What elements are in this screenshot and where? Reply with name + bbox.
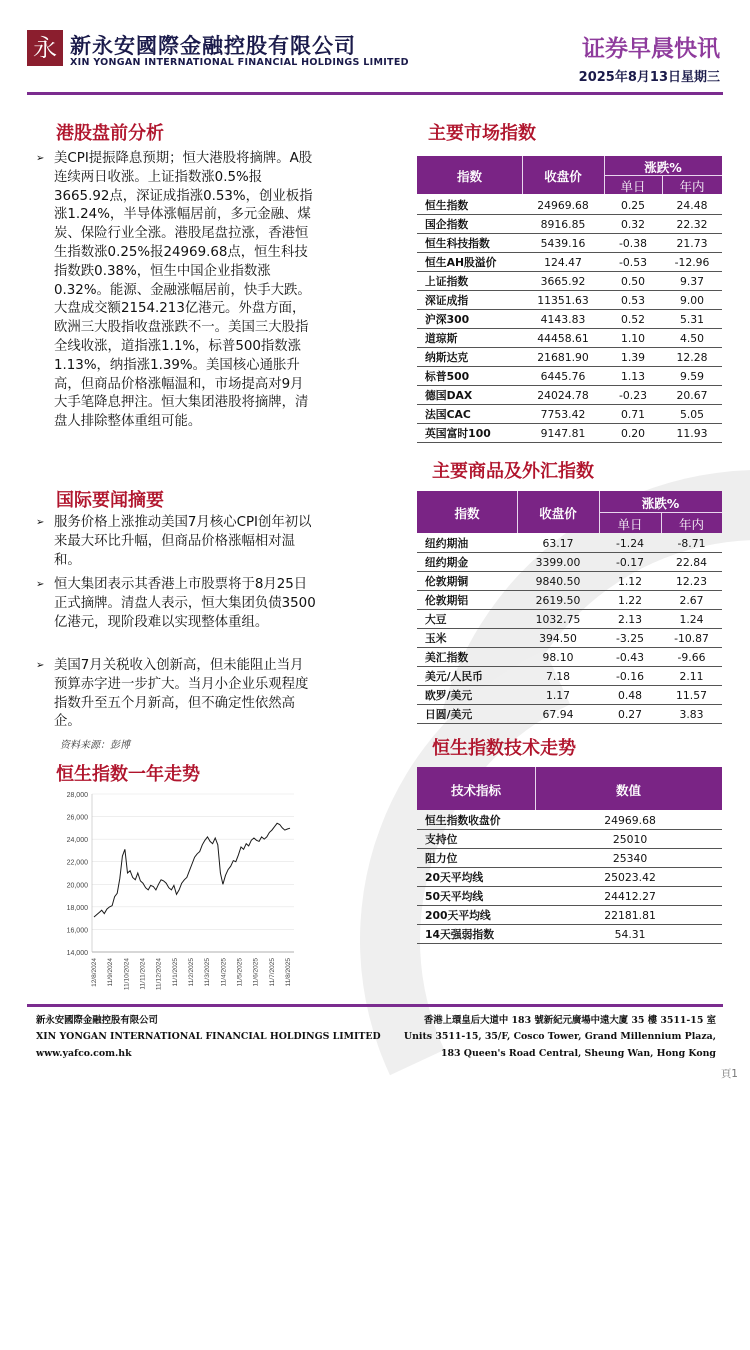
bullet-arrow-icon: ➢ (36, 660, 45, 671)
row-label: 阻力位 (417, 849, 538, 868)
row-value: 11351.63 (522, 291, 604, 310)
row-value: 21.73 (662, 234, 722, 253)
row-label: 德国DAX (417, 386, 522, 405)
table-row (417, 887, 722, 906)
row-label: 上证指数 (417, 272, 522, 291)
row-value: 1.39 (604, 348, 662, 367)
row-value: 11.57 (661, 686, 722, 705)
x-tick-label: 11/6/2025 (252, 958, 260, 987)
technical-header (417, 767, 722, 810)
row-value: 5.05 (662, 405, 722, 424)
footer-address-en2: 183 Queen's Road Central, Sheung Wan, Hong Kong (440, 1048, 716, 1059)
table-row (417, 629, 722, 648)
row-value: 1.12 (599, 572, 661, 591)
report-title: 证券早晨快讯 (582, 36, 720, 62)
x-tick-label: 11/12/2024 (155, 958, 163, 991)
row-value: 98.10 (517, 648, 599, 667)
row-value: 3399.00 (517, 553, 599, 572)
row-value: 9.00 (662, 291, 722, 310)
company-logo: 永 (27, 30, 63, 66)
col-header-change: 涨跌% (644, 160, 682, 175)
y-tick-label: 16,000 (66, 927, 88, 935)
row-value: 1.22 (599, 591, 661, 610)
table-row (417, 196, 722, 215)
row-value: -1.24 (599, 534, 661, 553)
row-value: 9.37 (662, 272, 722, 291)
hk-premarket-paragraph (36, 150, 316, 432)
table-row (417, 291, 722, 310)
row-value: 1.13 (604, 367, 662, 386)
y-tick-label: 28,000 (66, 792, 88, 799)
row-label: 伦敦期铜 (417, 572, 517, 591)
major-indices-title: 主要市场指数 (428, 123, 536, 144)
news-item: ➢ 服务价格上涨推动美国7月核心CPI创年初以来最大环比升幅，但商品价格涨幅相对温和。 (36, 515, 312, 568)
table-row (417, 572, 722, 591)
row-value: 25010 (538, 830, 722, 849)
row-value: 24412.27 (538, 887, 722, 906)
report-date: 2025年8月13日星期三 (578, 70, 720, 85)
row-value: -0.53 (604, 253, 662, 272)
col-header-day: 单日 (617, 517, 643, 532)
row-value: 0.50 (604, 272, 662, 291)
table-row (417, 906, 722, 925)
row-value: -0.23 (604, 386, 662, 405)
x-tick-label: 11/9/2024 (107, 958, 115, 987)
hsi-one-year-chart (50, 786, 300, 998)
row-label: 法国CAC (417, 405, 522, 424)
table-row (417, 591, 722, 610)
table-row (417, 553, 722, 572)
row-label: 14天强弱指数 (417, 925, 538, 944)
company-name-cn: 新永安國際金融控股有限公司 (70, 34, 356, 58)
row-value: 7753.42 (522, 405, 604, 424)
row-label: 玉米 (417, 629, 517, 648)
row-label: 恒生指数收盘价 (417, 811, 538, 830)
bullet-arrow-icon: ➢ (36, 517, 45, 528)
table-row (417, 253, 722, 272)
col-header-name: 指数 (456, 169, 482, 184)
row-value: -0.17 (599, 553, 661, 572)
row-label: 日圆/美元 (417, 705, 517, 724)
col-header-name: 指数 (454, 506, 480, 521)
table-row (417, 367, 722, 386)
row-label: 深证成指 (417, 291, 522, 310)
footer-address-cn: 香港上環皇后大道中 183 號新紀元廣場中遠大廈 35 樓 3511-15 室 (423, 1015, 716, 1026)
row-label: 沪深300 (417, 310, 522, 329)
row-value: 3665.92 (522, 272, 604, 291)
commodities-header (417, 491, 722, 533)
col-header-close: 收盘价 (544, 169, 582, 184)
row-value: 1.24 (661, 610, 722, 629)
row-value: -0.16 (599, 667, 661, 686)
hsi-series-line (94, 823, 290, 917)
row-value: 0.53 (604, 291, 662, 310)
table-row (417, 386, 722, 405)
row-value: 24.48 (662, 196, 722, 215)
row-value: 24969.68 (522, 196, 604, 215)
col-header-indicator: 技术指标 (450, 783, 501, 798)
row-label: 纽约期油 (417, 534, 517, 553)
table-row (417, 667, 722, 686)
row-value: 5.31 (662, 310, 722, 329)
row-value: 1.10 (604, 329, 662, 348)
row-label: 50天平均线 (417, 887, 538, 906)
x-tick-label: 12/8/2024 (91, 958, 98, 987)
table-row (417, 234, 722, 253)
row-value: 3.83 (661, 705, 722, 724)
row-value: 21681.90 (522, 348, 604, 367)
table-row (417, 686, 722, 705)
row-label: 美汇指数 (417, 648, 517, 667)
table-row (417, 925, 722, 944)
table-row (417, 329, 722, 348)
commodities-title: 主要商品及外汇指数 (432, 461, 594, 482)
row-value: -0.38 (604, 234, 662, 253)
news-item: ➢ 美国7月关税收入创新高，但未能阻止当月预算赤字进一步扩大。当月小企业乐观程度指数升至五个月新高，但不确定性依然高企。 (36, 658, 309, 730)
intl-news-title: 国际要闻摘要 (56, 490, 164, 511)
row-value: -8.71 (661, 534, 722, 553)
row-value: 0.32 (604, 215, 662, 234)
table-row (417, 849, 722, 868)
row-value: 1.17 (517, 686, 599, 705)
header-divider (27, 92, 723, 95)
table-row (417, 648, 722, 667)
row-value: 0.52 (604, 310, 662, 329)
row-label: 标普500 (417, 367, 522, 386)
table-row (417, 405, 722, 424)
row-label: 道琼斯 (417, 329, 522, 348)
y-tick-label: 14,000 (66, 950, 88, 957)
table-row (417, 215, 722, 234)
row-value: 12.23 (661, 572, 722, 591)
row-value: -0.43 (599, 648, 661, 667)
row-value: 0.25 (604, 196, 662, 215)
x-tick-label: 11/5/2025 (236, 958, 244, 987)
row-value: 2.13 (599, 610, 661, 629)
row-label: 大豆 (417, 610, 517, 629)
table-row (417, 310, 722, 329)
company-name-en: XIN YONGAN INTERNATIONAL FINANCIAL HOLDINGS LIMITED (70, 57, 409, 68)
col-header-ytd: 年内 (678, 517, 704, 532)
row-label: 200天平均线 (417, 906, 538, 925)
table-row (417, 424, 722, 443)
row-value: 4.50 (662, 329, 722, 348)
commodities-table (417, 534, 722, 724)
row-value: 0.20 (604, 424, 662, 443)
x-tick-label: 11/10/2024 (123, 958, 131, 991)
row-value: 24024.78 (522, 386, 604, 405)
footer-divider (27, 1004, 723, 1007)
row-value: 2.11 (661, 667, 722, 686)
x-tick-label: 11/7/2025 (268, 958, 276, 987)
table-row (417, 868, 722, 887)
row-value: 25340 (538, 849, 722, 868)
technical-title: 恒生指数技术走势 (432, 738, 576, 759)
row-value: 124.47 (522, 253, 604, 272)
row-label: 纽约期金 (417, 553, 517, 572)
row-value: -12.96 (662, 253, 722, 272)
row-label: 国企指数 (417, 215, 522, 234)
row-label: 支持位 (417, 830, 538, 849)
table-row (417, 705, 722, 724)
news-item: ➢ 恒大集团表示其香港上市股票将于8月25日正式摘牌。清盘人表示，恒大集团负债3500亿港元，现阶段难以实现整体重组。 (36, 577, 316, 630)
x-tick-label: 11/11/2024 (139, 958, 147, 990)
bullet-arrow-icon: ➢ (36, 579, 45, 590)
row-value: 2619.50 (517, 591, 599, 610)
row-value: -3.25 (599, 629, 661, 648)
row-value: -9.66 (661, 648, 722, 667)
footer-company-cn: 新永安國際金融控股有限公司 (36, 1015, 158, 1026)
row-value: 22.84 (661, 553, 722, 572)
row-value: 8916.85 (522, 215, 604, 234)
row-value: 4143.83 (522, 310, 604, 329)
row-value: 20.67 (662, 386, 722, 405)
row-value: 2.67 (661, 591, 722, 610)
x-tick-label: 11/1/2025 (171, 958, 179, 987)
col-header-ytd: 年内 (679, 179, 705, 194)
col-header-value: 数值 (615, 783, 641, 798)
row-value: 5439.16 (522, 234, 604, 253)
row-value: 0.48 (599, 686, 661, 705)
row-label: 英国富时100 (417, 424, 522, 443)
table-row (417, 811, 722, 830)
row-value: 11.93 (662, 424, 722, 443)
chart-title: 恒生指数一年走势 (56, 764, 200, 785)
x-tick-label: 11/4/2025 (220, 958, 228, 987)
row-value: 67.94 (517, 705, 599, 724)
page-number: 頁1 (720, 1068, 738, 1080)
x-tick-label: 11/2/2025 (188, 958, 195, 987)
col-header-change: 涨跌% (641, 496, 680, 511)
row-value: 12.28 (662, 348, 722, 367)
row-value: 7.18 (517, 667, 599, 686)
x-tick-label: 11/3/2025 (204, 958, 212, 987)
col-header-close: 收盘价 (539, 506, 577, 521)
footer-website-link[interactable]: www.yafco.com.hk (36, 1048, 132, 1059)
row-value: 0.71 (604, 405, 662, 424)
row-label: 恒生指数 (417, 196, 522, 215)
bullet-arrow-icon: ➢ (36, 153, 45, 164)
row-value: 6445.76 (522, 367, 604, 386)
row-label: 恒生科技指数 (417, 234, 522, 253)
table-row (417, 272, 722, 291)
y-tick-label: 20,000 (66, 882, 88, 890)
row-value: 9.59 (662, 367, 722, 386)
row-label: 纳斯达克 (417, 348, 522, 367)
row-value: 0.27 (599, 705, 661, 724)
row-value: -10.87 (661, 629, 722, 648)
footer-address-en1: Units 3511-15, 35/F, Cosco Tower, Grand Millennium Plaza, (403, 1031, 716, 1042)
row-value: 1032.75 (517, 610, 599, 629)
y-tick-label: 18,000 (66, 904, 88, 912)
major-indices-table (417, 196, 722, 443)
source-note: 资料来源：彭博 (60, 740, 130, 751)
hk-premarket-title: 港股盘前分析 (56, 123, 164, 144)
y-tick-label: 22,000 (66, 859, 88, 867)
row-value: 9840.50 (517, 572, 599, 591)
row-value: 24969.68 (538, 811, 722, 830)
table-row (417, 830, 722, 849)
row-value: 25023.42 (538, 868, 722, 887)
y-tick-label: 26,000 (66, 814, 88, 822)
row-value: 54.31 (538, 925, 722, 944)
footer-company-en: XIN YONGAN INTERNATIONAL FINANCIAL HOLDINGS LIMITED (36, 1031, 381, 1042)
table-row (417, 348, 722, 367)
row-value: 22.32 (662, 215, 722, 234)
major-indices-header (417, 156, 722, 194)
row-label: 伦敦期铝 (417, 591, 517, 610)
table-row (417, 610, 722, 629)
x-tick-label: 11/8/2025 (285, 958, 292, 987)
row-value: 22181.81 (538, 906, 722, 925)
technical-table (417, 811, 722, 944)
row-value: 44458.61 (522, 329, 604, 348)
row-label: 20天平均线 (417, 868, 538, 887)
row-label: 美元/人民币 (417, 667, 517, 686)
row-value: 9147.81 (522, 424, 604, 443)
hk-premarket-text: 美CPI提振降息预期；恒大港股将摘牌。A股连续两日收涨。上证指数涨0.5%报3665.92点，深证成指涨0.53%，创业板指涨1.24%，半导体涨幅居前，多元金融、煤炭、保险行业全涨。港股尾盘拉涨，香港恒生指数涨0.25%报24969.68点，恒生科技指数跌0.38%，恒生中国企业指数涨0.32%。能源、金融涨幅居前，快手大跌。大盘成交额2154.213亿港元。外盘方面，欧洲三大股指收盘涨跌不一。美国三大股指全线收涨，道指涨1.1%，标普500指数涨1.13%，纳指涨1.39%。美国核心通胀升高，但商品价格涨幅温和，市场提高对9月大手笔降息押注。恒大集团港股将摘牌，清盘人排除整体重组可能。 (54, 151, 313, 430)
table-row (417, 534, 722, 553)
y-tick-label: 24,000 (66, 837, 88, 845)
row-label: 欧罗/美元 (417, 686, 517, 705)
row-label: 恒生AH股溢价 (417, 253, 522, 272)
row-value: 394.50 (517, 629, 599, 648)
col-header-day: 单日 (620, 179, 646, 194)
row-value: 63.17 (517, 534, 599, 553)
